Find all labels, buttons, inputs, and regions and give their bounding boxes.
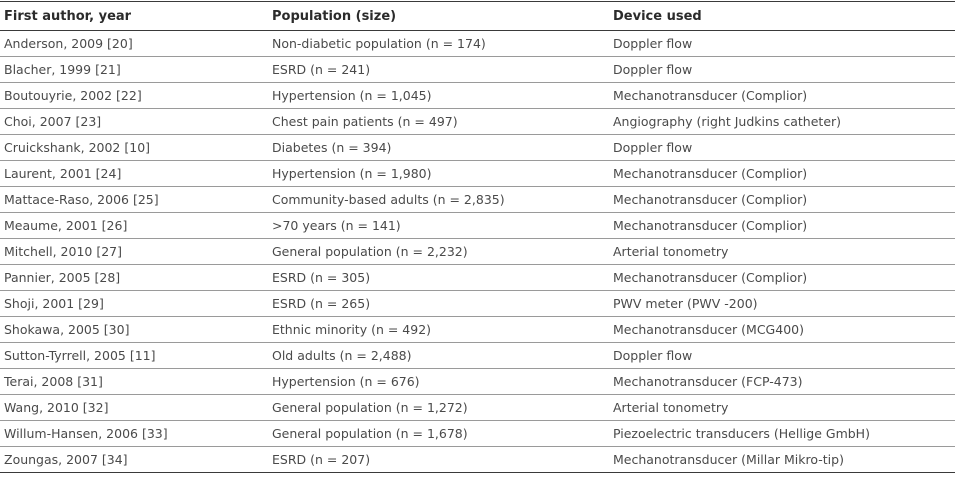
cell-device-used: Doppler flow — [610, 31, 955, 57]
cell-device-used: Mechanotransducer (Complior) — [610, 161, 955, 187]
cell-device-used: PWV meter (PWV -200) — [610, 291, 955, 317]
cell-author-year: Willum-Hansen, 2006 [33] — [0, 421, 269, 447]
cell-population-size: Diabetes (n = 394) — [269, 135, 610, 161]
cell-population-size: ESRD (n = 241) — [269, 57, 610, 83]
cell-author-year: Cruickshank, 2002 [10] — [0, 135, 269, 161]
cell-author-year: Mitchell, 2010 [27] — [0, 239, 269, 265]
table-row — [0, 31, 955, 57]
table-row — [0, 447, 955, 473]
cell-device-used: Doppler flow — [610, 135, 955, 161]
cell-device-used: Mechanotransducer (FCP-473) — [610, 369, 955, 395]
cell-author-year: Choi, 2007 [23] — [0, 109, 269, 135]
cell-population-size: >70 years (n = 141) — [269, 213, 610, 239]
table-row — [0, 239, 955, 265]
cell-population-size: Old adults (n = 2,488) — [269, 343, 610, 369]
cell-device-used: Mechanotransducer (Complior) — [610, 83, 955, 109]
cell-author-year: Mattace-Raso, 2006 [25] — [0, 187, 269, 213]
cell-population-size: ESRD (n = 305) — [269, 265, 610, 291]
cell-author-year: Shoji, 2001 [29] — [0, 291, 269, 317]
table-row — [0, 83, 955, 109]
cell-device-used: Angiography (right Judkins catheter) — [610, 109, 955, 135]
table-row — [0, 161, 955, 187]
cell-population-size: Hypertension (n = 1,045) — [269, 83, 610, 109]
cell-device-used: Doppler flow — [610, 343, 955, 369]
table-row — [0, 317, 955, 343]
cell-population-size: Chest pain patients (n = 497) — [269, 109, 610, 135]
table-row — [0, 213, 955, 239]
cell-author-year: Laurent, 2001 [24] — [0, 161, 269, 187]
cell-author-year: Zoungas, 2007 [34] — [0, 447, 269, 473]
cell-device-used: Mechanotransducer (MCG400) — [610, 317, 955, 343]
table-row — [0, 421, 955, 447]
table-row — [0, 291, 955, 317]
table-row — [0, 135, 955, 161]
studies-table — [0, 1, 955, 473]
cell-author-year: Terai, 2008 [31] — [0, 369, 269, 395]
cell-device-used: Mechanotransducer (Complior) — [610, 265, 955, 291]
table-row — [0, 369, 955, 395]
header-device-used: Device used — [610, 2, 955, 31]
header-row — [0, 2, 955, 31]
cell-device-used: Mechanotransducer (Complior) — [610, 213, 955, 239]
cell-population-size: General population (n = 1,272) — [269, 395, 610, 421]
table-row — [0, 57, 955, 83]
cell-population-size: General population (n = 2,232) — [269, 239, 610, 265]
table-row — [0, 395, 955, 421]
cell-author-year: Anderson, 2009 [20] — [0, 31, 269, 57]
cell-population-size: Community-based adults (n = 2,835) — [269, 187, 610, 213]
cell-population-size: Hypertension (n = 676) — [269, 369, 610, 395]
table-row — [0, 265, 955, 291]
cell-population-size: Ethnic minority (n = 492) — [269, 317, 610, 343]
cell-population-size: ESRD (n = 207) — [269, 447, 610, 473]
cell-author-year: Boutouyrie, 2002 [22] — [0, 83, 269, 109]
header-author-year: First author, year — [0, 2, 269, 31]
cell-device-used: Arterial tonometry — [610, 395, 955, 421]
cell-device-used: Mechanotransducer (Complior) — [610, 187, 955, 213]
cell-device-used: Piezoelectric transducers (Hellige GmbH) — [610, 421, 955, 447]
cell-population-size: Non-diabetic population (n = 174) — [269, 31, 610, 57]
header-population-size: Population (size) — [269, 2, 610, 31]
table-row — [0, 109, 955, 135]
cell-device-used: Arterial tonometry — [610, 239, 955, 265]
cell-device-used: Mechanotransducer (Millar Mikro-tip) — [610, 447, 955, 473]
table-body — [0, 31, 955, 473]
cell-population-size: Hypertension (n = 1,980) — [269, 161, 610, 187]
cell-author-year: Meaume, 2001 [26] — [0, 213, 269, 239]
cell-author-year: Shokawa, 2005 [30] — [0, 317, 269, 343]
cell-author-year: Pannier, 2005 [28] — [0, 265, 269, 291]
cell-population-size: ESRD (n = 265) — [269, 291, 610, 317]
cell-population-size: General population (n = 1,678) — [269, 421, 610, 447]
cell-author-year: Wang, 2010 [32] — [0, 395, 269, 421]
table-row — [0, 187, 955, 213]
cell-device-used: Doppler flow — [610, 57, 955, 83]
table-header — [0, 2, 955, 31]
cell-author-year: Sutton-Tyrrell, 2005 [11] — [0, 343, 269, 369]
studies-table-container — [0, 1, 959, 483]
table-row — [0, 343, 955, 369]
cell-author-year: Blacher, 1999 [21] — [0, 57, 269, 83]
